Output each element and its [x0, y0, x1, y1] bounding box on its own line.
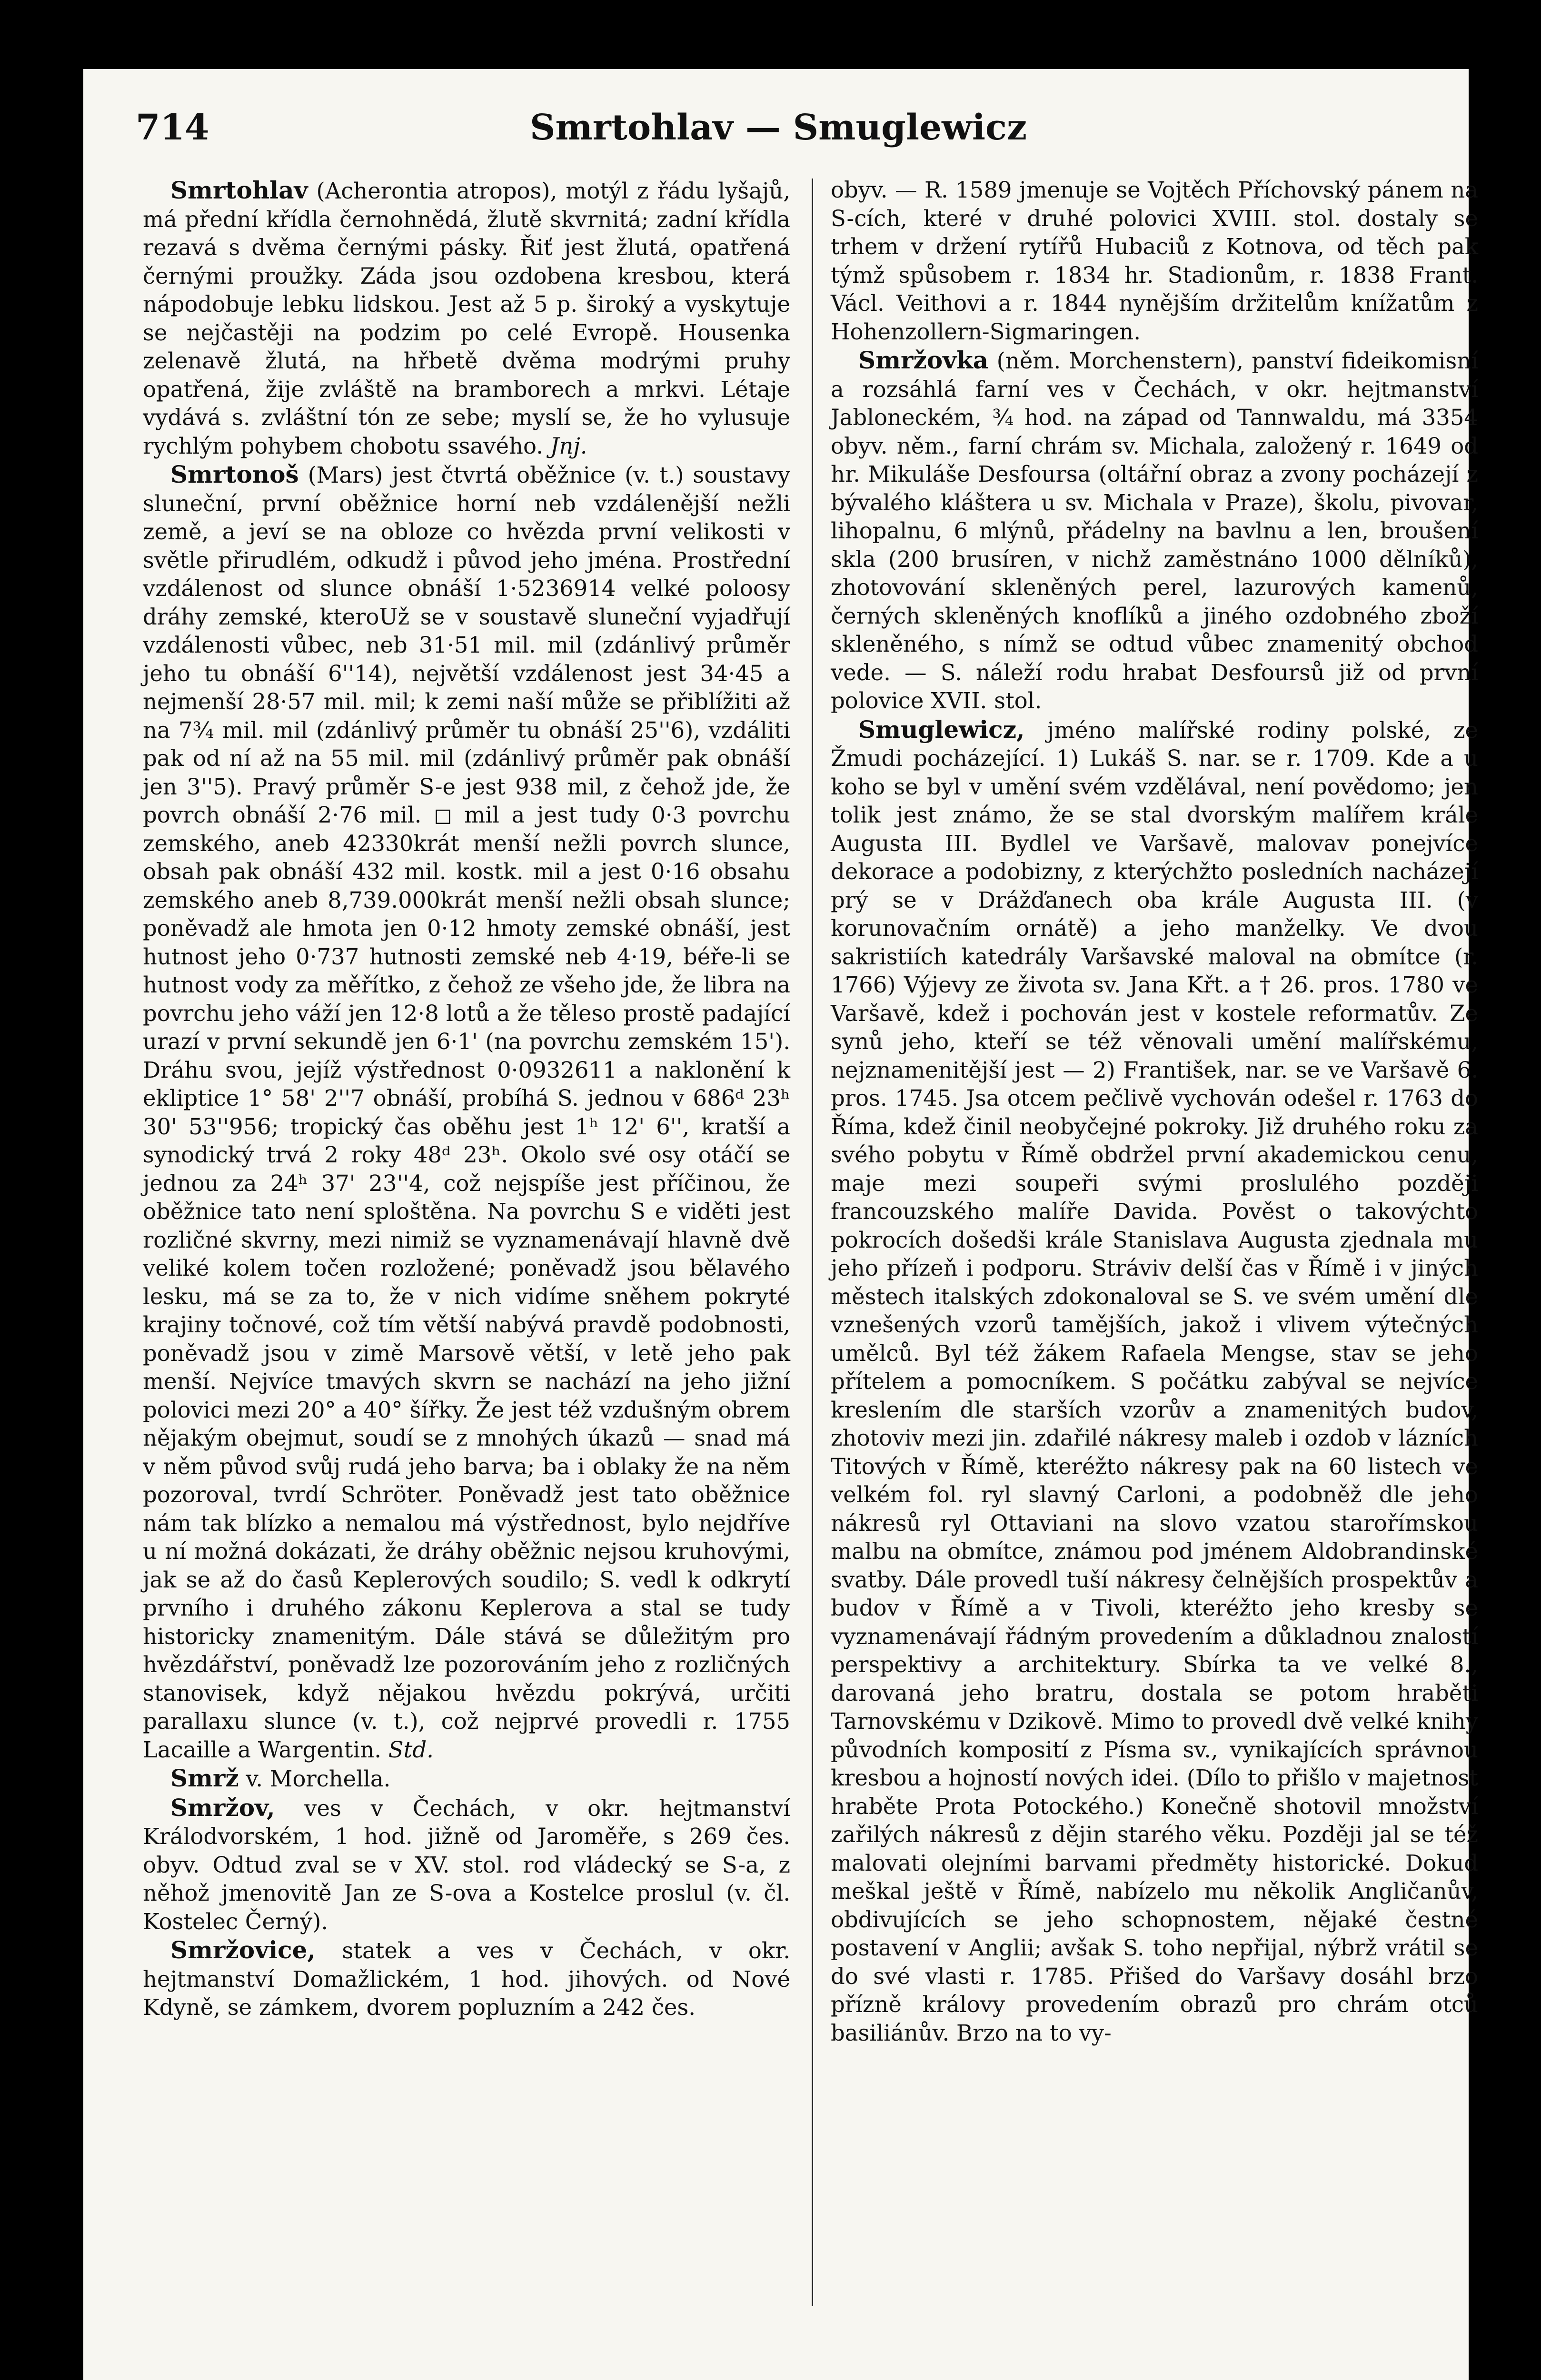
dictionary-entry	[143, 1936, 790, 2022]
entry-headword: Smuglewicz,	[858, 715, 1025, 744]
entry-headword: Smržov,	[170, 1793, 275, 1822]
left-column	[143, 176, 790, 2022]
entry-headword: Smrž	[170, 1764, 239, 1792]
running-title: Smrtohlav — Smuglewicz	[529, 107, 1027, 148]
author-signature: Jnj.	[550, 433, 587, 459]
entry-text: (něm. Morchenstern), panství fideikomisní a rozsáhlá farní ves v Čechách, v okr. hejtmanství Jabloneckém, ¾ hod. na západ od Tannwaldu, má 3354 obyv. něm., farní chrám sv. Michala, založený r. 1649 od hr. Mikuláše Desfoursa (oltářní obraz a zvony pocházejí z bývalého kláštera u sv. Michala v Praze), školu, pivovar, lihopalnu, 6 mlýnů, přádelny na bavlnu a len, broušení skla (200 brusíren, v nichž zaměstnáno 1000 dělníků), zhotovování skleněných perel, lazurových kamenů, černých skleněných knoflíků a jiného ozdobného zboží skleněného, s nímž se odtud vůbec znamenitý obchod vede. — S. náleží rodu hrabat Desfoursů již od první polovice XVII. stol.	[831, 348, 1479, 714]
entry-text: obyv. — R. 1589 jmenuje se Vojtěch Příchovský pánem na S-cích, které v druhé polovici XVIII. stol. dostaly se trhem v držení rytířů Hubaciů z Kotnova, od těch pak týmž spůsobem r. 1834 hr. Stadionům, r. 1838 Frant. Václ. Veithovi a r. 1844 nynějším držitelům knížatům z Hohenzollern-Sigmaringen.	[831, 177, 1478, 345]
dictionary-entry	[831, 176, 1478, 346]
page-number: 714	[136, 107, 209, 148]
page-header	[136, 107, 1421, 159]
entry-text: ves v Čechách, v okr. hejtmanství Králodvorském, 1 hod. jižně od Jaroměře, s 269 čes. obyv. Odtud zval se v XV. stol. rod vládecký se S-a, z něhož jmenovitě Jan ze S-ova a Kostelce proslul (v. čl. Kostelec Černý).	[143, 1795, 791, 1934]
right-column	[831, 176, 1478, 2047]
entry-headword: Smrtohlav	[170, 176, 308, 204]
entry-text: jméno malířské rodiny polské, ze Žmudi pocházející. 1) Lukáš S. nar. se r. 1709. Kde a u koho se byl v umění svém vzdělával, není povědomo; jen tolik jest známo, že se stal dvorským malířem krále Augusta III. Bydlel ve Varšavě, malovav ponejvíce dekorace a podobizny, z kterýchžto posledních nacházejí prý se v Drážďanech oba krále Augusta III. (v korunovačním ornátě) a jeho manželky. Ve dvou sakristiích katedrály Varšavské maloval na obmítce (r. 1766) Výjevy ze života sv. Jana Křt. a † 26. pros. 1780 ve Varšavě, kdež i pochován jest v kostele reformatův. Ze synů jeho, kteří se též věnovali umění malířskému, nejznamenitější jest — 2) František, nar. se ve Varšavě 6. pros. 1745. Jsa otcem pečlivě vychován odešel r. 1763 do Říma, kdež činil neobyčejné pokroky. Již druhého roku za svého pobytu v Římě obdržel první akademickou cenu, maje mezi soupeři svými proslulého později francouzského malíře Davida. Pověst o takovýchto pokrocích došedši krále Stanislava Augusta zjednala mu jeho přízeň i podporu. Stráviv delší čas v Římě i v jiných městech italských zdokonaloval se S. ve svém umění dle vznešených vzorů tamějších, jakož i vlivem výtečných umělců. Byl též žákem Rafaela Mengse, stav se jeho přítelem a pomocníkem. S počátku zabýval se nejvíce kreslením dle starších vzorův a znamenitých budov, zhotoviv mezi jin. zdařilé nákresy maleb i ozdob v lázních Titových v Římě, kteréžto nákresy pak na 60 listech ve velkém fol. ryl slavný Carloni, a podobněž dle jeho nákresů ryl Ottaviani na slovo vzatou starořímskou malbu na obmítce, známou pod jménem Aldobrandinské svatby. Dále provedl tuší nákresy čelnějších prospektův a budov v Římě a v Tivoli, kteréžto jeho kresby se vyznamenávají řádným provedením a důkladnou znalostí perspektivy a architektury. Sbírka ta ve velké 8., darovaná jeho bratru, dostala se potom hraběti Tarnovskému v Dzikově. Mimo to provedl dvě velké knihy původních komposití z Písma sv., vynikajících správnou kresbou a hojností nových idei. (Dílo to přišlo v majetnost hraběte Prota Potockého.) Konečně shotovil množství zařilých nákresů z dějin starého věku. Později jal se též malovati olejními barvami předměty historické. Dokud meškal ještě v Římě, nabízelo mu několik Angličanův, obdivujících se jeho schopnostem, nějaké čestné postavení v Anglii; avšak S. toho nepřijal, nýbrž vrátil se do své vlasti r. 1785. Přišed do Varšavy dosáhl brzo přízně královy provedením obrazů pro chrám otců basiliánův. Brzo na to vy-	[831, 717, 1479, 2046]
dictionary-entry	[143, 176, 790, 460]
dictionary-entry	[831, 715, 1478, 2048]
dictionary-entry	[143, 1764, 790, 1794]
entry-text: v. Morchella.	[246, 1766, 391, 1792]
entry-headword: Smrtonoš	[170, 460, 299, 488]
dictionary-entry	[143, 1794, 790, 1936]
entry-text: (Acherontia atropos), motýl z řádu lyšajů, má přední křídla černohnědá, žlutě skvrnitá; zadní křídla rezavá s dvěma černými pásky. Řiť jest žlutá, opatřená černými proužky. Záda jsou ozdobena kresbou, která nápodobuje lebku lidskou. Jest až 5 p. široký a vyskytuje se nejčastěji na podzim po celé Evropě. Housenka zelenavě žlutá, na hřbetě dvěma modrými pruhy opatřená, žije zvláště na bramborech a mrkvi. Létaje vydává s. zvláštní tón ze sebe; myslí se, že ho vylusuje rychlým pohybem chobotu ssavého.	[143, 178, 791, 459]
entry-text: (Mars) jest čtvrtá oběžnice (v. t.) soustavy sluneční, první oběžnice horní neb vzdálenější nežli země, a jeví se na obloze co hvězda první velikosti v světle přirudlém, odkudž i původ jeho jména. Prostřední vzdálenost od slunce obnáší 1·5236914 velké poloosy dráhy zemské, kteroUž se v soustavě sluneční vyjadřují vzdálenosti vůbec, neb 31·51 mil. mil (zdánlivý průměr jeho tu obnáší 6''14), největší vzdálenost jest 34·45 a nejmenší 28·57 mil. mil; k zemi naší může se přiblížiti až na 7¾ mil. mil (zdánlivý průměr tu obnáší 25''6), vzdáliti pak od ní až na 55 mil. mil (zdánlivý průměr pak obnáší jen 3''5). Pravý průměr S-e jest 938 mil, z čehož jde, že povrch obnáší 2·76 mil. ◻ mil a jest tudy 0·3 povrchu zemského, aneb 42330krát menší nežli povrch slunce, obsah pak obnáší 432 mil. kostk. mil a jest 0·16 obsahu zemského aneb 8,739.000krát menší nežli obsah slunce; poněvadž ale hmota jen 0·12 hmoty zemské obnáší, jest hutnost jeho 0·737 hutnosti zemské neb 4·19, béře-li se hutnost vody za měřítko, z čehož ze všeho jde, že libra na povrchu jeho váží jen 12·8 lotů a že těleso prostě padající urazí v první sekundě jen 6·1' (na povrchu zemském 15'). Dráhu svou, jejíž výstřednost 0·0932611 a naklonění k ekliptice 1° 58' 2''7 obnáší, probíhá S. jednou v 686ᵈ 23ʰ 30' 53''956; tropický čas oběhu jest 1ʰ 12' 6'', kratší a synodický trvá 2 roky 48ᵈ 23ʰ. Okolo své osy otáčí se jednou za 24ʰ 37' 23''4, což nejspíše jest příčinou, že oběžnice tato není sploštěna. Na povrchu S e viděti jest rozličné skvrny, mezi nimiž se vyznamenávají hlavně dvě veliké kolem točen rozložené; poněvadž jsou bělavého lesku, má se za to, že v nich vidíme sněhem pokryté krajiny točnové, což tím větší nabývá pravdě podobnosti, poněvadž jsou v zimě Marsově větší, v letě jeho pak menší. Nejvíce tmavých skvrn se nachází na jeho jižní polovici mezi 20° a 40° šířky. Že jest též vzdušným obrem nějakým obejmut, soudí se z mnohých úkazů — snad má v něm původ svůj rudá jeho barva; ba i oblaky že na něm pozoroval, tvrdí Schröter. Poněvadž jest tato oběžnice nám tak blízko a nemalou má výstřednost, bylo nejdříve u ní možná dokázati, že dráhy oběžnic nejsou kruhovými, jak se až do časů Keplerových soudilo; S. vedl k odkrytí prvního i druhého zákonu Keplerova a stal se tudy historicky znamenitým. Dále stává se důležitým pro hvězdářství, poněvadž lze pozorováním jeho z rozličných stanovisek, když nějakou hvězdu pokrývá, určiti parallaxu slunce (v. t.), což nejprvé provedli r. 1755 Lacaille a Wargentin.	[143, 462, 790, 1763]
entry-headword: Smržovice,	[170, 1936, 316, 1964]
column-divider	[812, 178, 813, 2306]
dictionary-entry	[143, 460, 790, 1764]
entry-text: statek a ves v Čechách, v okr. hejtmanství Domažlickém, 1 hod. jihových. od Nové Kdyně, se zámkem, dvorem popluzním a 242 čes.	[143, 1938, 791, 2020]
dictionary-entry	[831, 346, 1478, 715]
entry-headword: Smržovka	[858, 346, 989, 374]
author-signature: Std.	[388, 1736, 434, 1763]
